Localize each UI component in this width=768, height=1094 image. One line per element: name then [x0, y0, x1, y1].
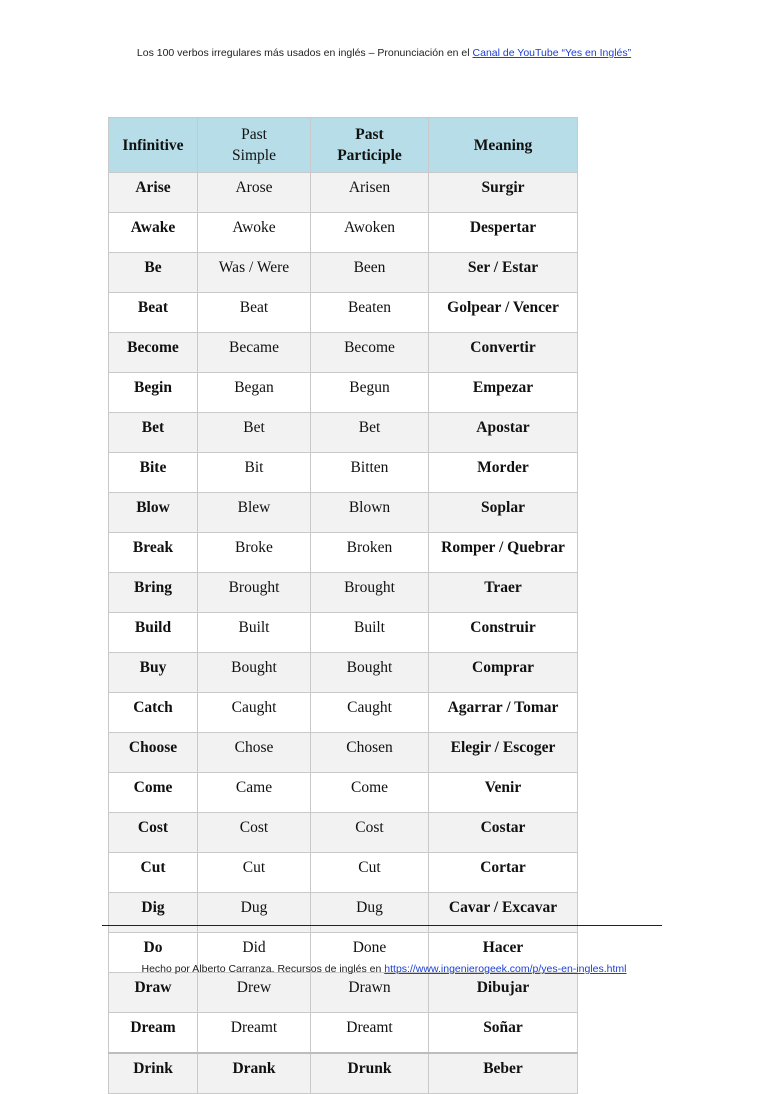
cell-infinitive: Come — [109, 773, 198, 813]
cell-past-simple: Became — [198, 333, 311, 373]
header-past-simple: Past Simple — [198, 118, 311, 173]
cell-past-simple: Bet — [198, 413, 311, 453]
cell-past-simple: Dreamt — [198, 1013, 311, 1054]
cell-infinitive: Buy — [109, 653, 198, 693]
cell-infinitive: Do — [109, 933, 198, 973]
cell-infinitive: Choose — [109, 733, 198, 773]
table-row — [109, 333, 578, 373]
cell-past-simple: Began — [198, 373, 311, 413]
cell-infinitive: Bring — [109, 573, 198, 613]
cell-infinitive: Arise — [109, 173, 198, 213]
cell-meaning: Apostar — [429, 413, 578, 453]
cell-infinitive: Be — [109, 253, 198, 293]
cell-meaning: Cortar — [429, 853, 578, 893]
footer-text: Hecho por Alberto Carranza. Recursos de inglés en — [141, 963, 385, 975]
cell-past-simple: Dug — [198, 893, 311, 933]
cell-meaning: Dibujar — [429, 973, 578, 1013]
resources-link[interactable]: https://www.ingenierogeek.com/p/yes-en-ingles.html — [384, 963, 627, 975]
cell-infinitive: Bite — [109, 453, 198, 493]
header-infinitive: Infinitive — [109, 118, 198, 173]
cell-past-simple: Blew — [198, 493, 311, 533]
table-row — [109, 413, 578, 453]
cell-past-participle: Done — [311, 933, 429, 973]
cell-meaning: Empezar — [429, 373, 578, 413]
header-meaning: Meaning — [429, 118, 578, 173]
cell-infinitive: Cut — [109, 853, 198, 893]
cell-meaning: Venir — [429, 773, 578, 813]
cell-past-participle: Bought — [311, 653, 429, 693]
cell-meaning: Convertir — [429, 333, 578, 373]
cell-past-simple: Drew — [198, 973, 311, 1013]
cell-meaning: Soñar — [429, 1013, 578, 1054]
cell-past-simple: Brought — [198, 573, 311, 613]
cell-past-participle: Become — [311, 333, 429, 373]
cell-past-participle: Cut — [311, 853, 429, 893]
cell-meaning: Ser / Estar — [429, 253, 578, 293]
cell-infinitive: Dream — [109, 1013, 198, 1054]
cell-past-simple: Was / Were — [198, 253, 311, 293]
cell-past-simple: Bit — [198, 453, 311, 493]
table-row — [109, 1053, 578, 1094]
cell-past-simple: Bought — [198, 653, 311, 693]
table-row — [109, 1013, 578, 1054]
cell-meaning: Soplar — [429, 493, 578, 533]
cell-meaning: Golpear / Vencer — [429, 293, 578, 333]
cell-meaning: Despertar — [429, 213, 578, 253]
cell-past-simple: Broke — [198, 533, 311, 573]
cell-past-simple: Cut — [198, 853, 311, 893]
cell-infinitive: Draw — [109, 973, 198, 1013]
footer-divider — [102, 925, 662, 926]
cell-past-participle: Drawn — [311, 973, 429, 1013]
table-row — [109, 693, 578, 733]
cell-infinitive: Begin — [109, 373, 198, 413]
cell-past-participle: Brought — [311, 573, 429, 613]
cell-past-simple: Cost — [198, 813, 311, 853]
cell-infinitive: Become — [109, 333, 198, 373]
table-row — [109, 813, 578, 853]
cell-meaning: Construir — [429, 613, 578, 653]
cell-infinitive: Break — [109, 533, 198, 573]
header-past-participle: Past Participle — [311, 118, 429, 173]
cell-infinitive: Beat — [109, 293, 198, 333]
cell-past-participle: Arisen — [311, 173, 429, 213]
cell-past-participle: Broken — [311, 533, 429, 573]
cell-past-participle: Dug — [311, 893, 429, 933]
cell-infinitive: Build — [109, 613, 198, 653]
table-row — [109, 573, 578, 613]
cell-meaning: Cavar / Excavar — [429, 893, 578, 933]
cell-past-participle: Chosen — [311, 733, 429, 773]
cell-past-participle: Dreamt — [311, 1013, 429, 1054]
table-row — [109, 533, 578, 573]
cell-past-simple: Arose — [198, 173, 311, 213]
header-text: Los 100 verbos irregulares más usados en inglés – Pronunciación en el — [136, 47, 473, 59]
cell-meaning: Costar — [429, 813, 578, 853]
table-row — [109, 293, 578, 333]
cell-past-simple: Came — [198, 773, 311, 813]
table-row — [109, 773, 578, 813]
table-row — [109, 453, 578, 493]
table-row — [109, 173, 578, 213]
cell-past-simple: Did — [198, 933, 311, 973]
cell-meaning: Romper / Quebrar — [429, 533, 578, 573]
cell-past-simple: Awoke — [198, 213, 311, 253]
cell-past-participle: Begun — [311, 373, 429, 413]
table-row — [109, 733, 578, 773]
table-header-row — [109, 118, 578, 173]
table-row — [109, 893, 578, 933]
cell-infinitive: Bet — [109, 413, 198, 453]
cell-past-participle: Beaten — [311, 293, 429, 333]
cell-past-participle: Awoken — [311, 213, 429, 253]
cell-past-participle: Drunk — [311, 1053, 429, 1094]
cell-infinitive: Drink — [109, 1053, 198, 1094]
cell-past-simple: Caught — [198, 693, 311, 733]
table-row — [109, 853, 578, 893]
cell-infinitive: Cost — [109, 813, 198, 853]
youtube-channel-link[interactable]: Canal de YouTube “Yes en Inglés” — [472, 47, 632, 59]
table-row — [109, 973, 578, 1013]
cell-past-participle: Cost — [311, 813, 429, 853]
cell-past-participle: Caught — [311, 693, 429, 733]
cell-infinitive: Blow — [109, 493, 198, 533]
cell-meaning: Traer — [429, 573, 578, 613]
cell-meaning: Elegir / Escoger — [429, 733, 578, 773]
cell-meaning: Hacer — [429, 933, 578, 973]
cell-meaning: Comprar — [429, 653, 578, 693]
cell-past-participle: Built — [311, 613, 429, 653]
cell-past-participle: Bet — [311, 413, 429, 453]
cell-past-simple: Built — [198, 613, 311, 653]
table-row — [109, 613, 578, 653]
irregular-verbs-table — [108, 117, 578, 1094]
cell-meaning: Agarrar / Tomar — [429, 693, 578, 733]
cell-infinitive: Dig — [109, 893, 198, 933]
cell-meaning: Morder — [429, 453, 578, 493]
cell-past-participle: Bitten — [311, 453, 429, 493]
cell-infinitive: Catch — [109, 693, 198, 733]
page-footer — [0, 963, 768, 975]
cell-past-participle: Been — [311, 253, 429, 293]
cell-past-simple: Drank — [198, 1053, 311, 1094]
table-row — [109, 213, 578, 253]
cell-meaning: Surgir — [429, 173, 578, 213]
cell-past-participle: Come — [311, 773, 429, 813]
table-row — [109, 253, 578, 293]
page-header — [0, 47, 768, 59]
cell-infinitive: Awake — [109, 213, 198, 253]
table-row — [109, 653, 578, 693]
table-row — [109, 493, 578, 533]
cell-past-simple: Chose — [198, 733, 311, 773]
table-row — [109, 373, 578, 413]
cell-meaning: Beber — [429, 1053, 578, 1094]
cell-past-participle: Blown — [311, 493, 429, 533]
cell-past-simple: Beat — [198, 293, 311, 333]
